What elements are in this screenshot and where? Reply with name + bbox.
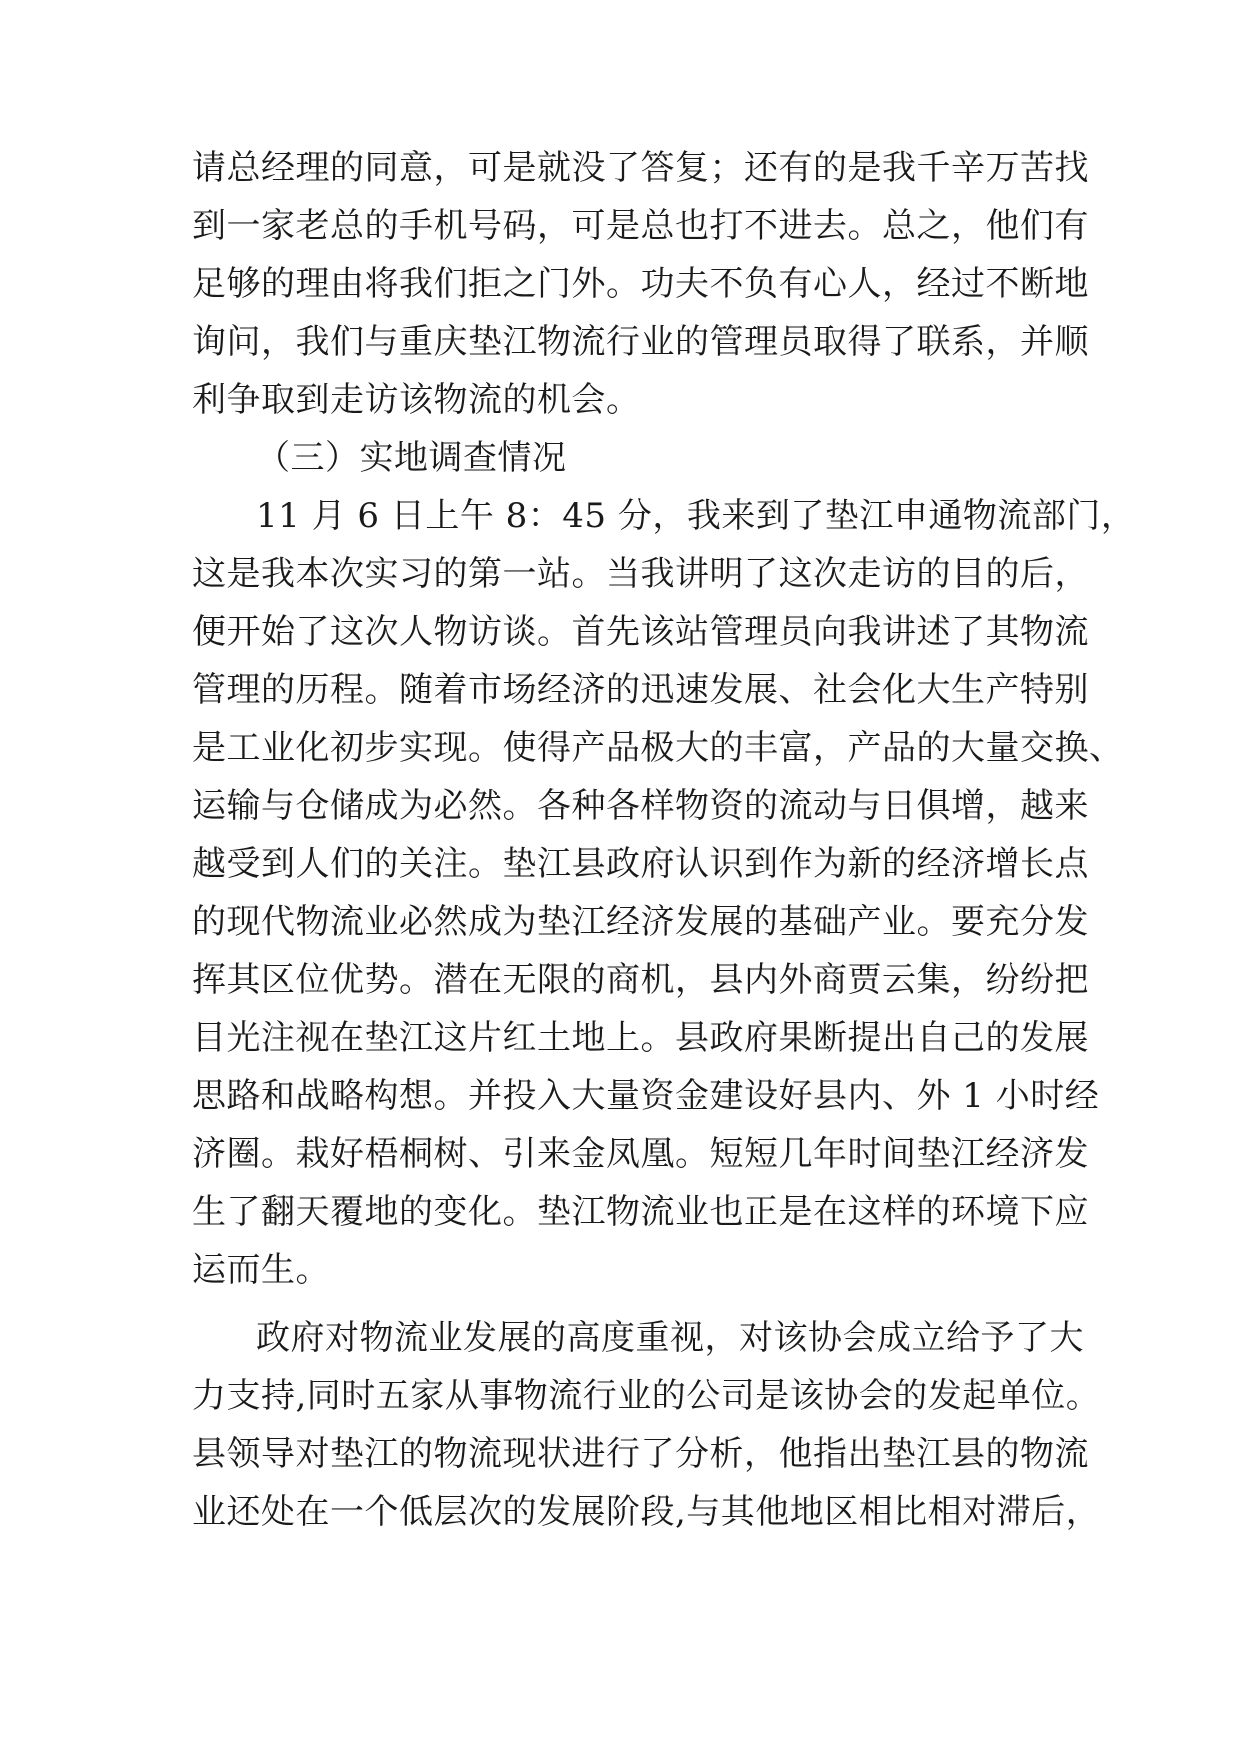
paragraph-2-line-12: 济圈。栽好梧桐树、引来金凤凰。短短几年时间垫江经济发	[192, 1134, 1089, 1174]
paragraph-2-line-8: 的现代物流业必然成为垫江经济发展的基础产业。要充分发	[192, 902, 1089, 942]
paragraph-2-line-14: 运而生。	[192, 1250, 330, 1290]
paragraph-1-line-3: 足够的理由将我们拒之门外。功夫不负有心人，经过不断地	[192, 264, 1089, 304]
section-heading: （三）实地调查情况	[256, 438, 567, 478]
paragraph-2-line-10: 目光注视在垫江这片红土地上。县政府果断提出自己的发展	[192, 1018, 1089, 1058]
paragraph-2-line-13: 生了翻天覆地的变化。垫江物流业也正是在这样的环境下应	[192, 1192, 1089, 1232]
paragraph-2-line-7: 越受到人们的关注。垫江县政府认识到作为新的经济增长点	[192, 844, 1089, 884]
paragraph-2-line-5: 是工业化初步实现。使得产品极大的丰富，产品的大量交换、	[192, 728, 1124, 768]
paragraph-2-line-6: 运输与仓储成为必然。各种各样物资的流动与日俱增，越来	[192, 786, 1089, 826]
paragraph-3-line-3: 县领导对垫江的物流现状进行了分析，他指出垫江县的物流	[192, 1434, 1089, 1474]
paragraph-2-line-11: 思路和战略构想。并投入大量资金建设好县内、外 1 小时经	[192, 1076, 1100, 1116]
paragraph-3-line-4: 业还处在一个低层次的发展阶段,与其他地区相比相对滞后，	[192, 1492, 1101, 1532]
paragraph-2-line-2: 这是我本次实习的第一站。当我讲明了这次走访的目的后，	[192, 554, 1089, 594]
paragraph-1-line-1: 请总经理的同意，可是就没了答复；还有的是我千辛万苦找	[192, 148, 1089, 188]
paragraph-1-line-5: 利争取到走访该物流的机会。	[192, 380, 641, 420]
paragraph-2-line-1: 11 月 6 日上午 8：45 分，我来到了垫江申通物流部门，	[256, 496, 1136, 536]
paragraph-1-line-4: 询问，我们与重庆垫江物流行业的管理员取得了联系，并顺	[192, 322, 1089, 362]
paragraph-3-line-1: 政府对物流业发展的高度重视，对该协会成立给予了大	[256, 1318, 1084, 1358]
paragraph-2-line-9: 挥其区位优势。潜在无限的商机，县内外商贾云集，纷纷把	[192, 960, 1089, 1000]
paragraph-1-line-2: 到一家老总的手机号码，可是总也打不进去。总之，他们有	[192, 206, 1089, 246]
paragraph-2-line-4: 管理的历程。随着市场经济的迅速发展、社会化大生产特别	[192, 670, 1089, 710]
paragraph-3-line-2: 力支持,同时五家从事物流行业的公司是该协会的发起单位。	[192, 1376, 1101, 1416]
paragraph-2-line-3: 便开始了这次人物访谈。首先该站管理员向我讲述了其物流	[192, 612, 1089, 652]
